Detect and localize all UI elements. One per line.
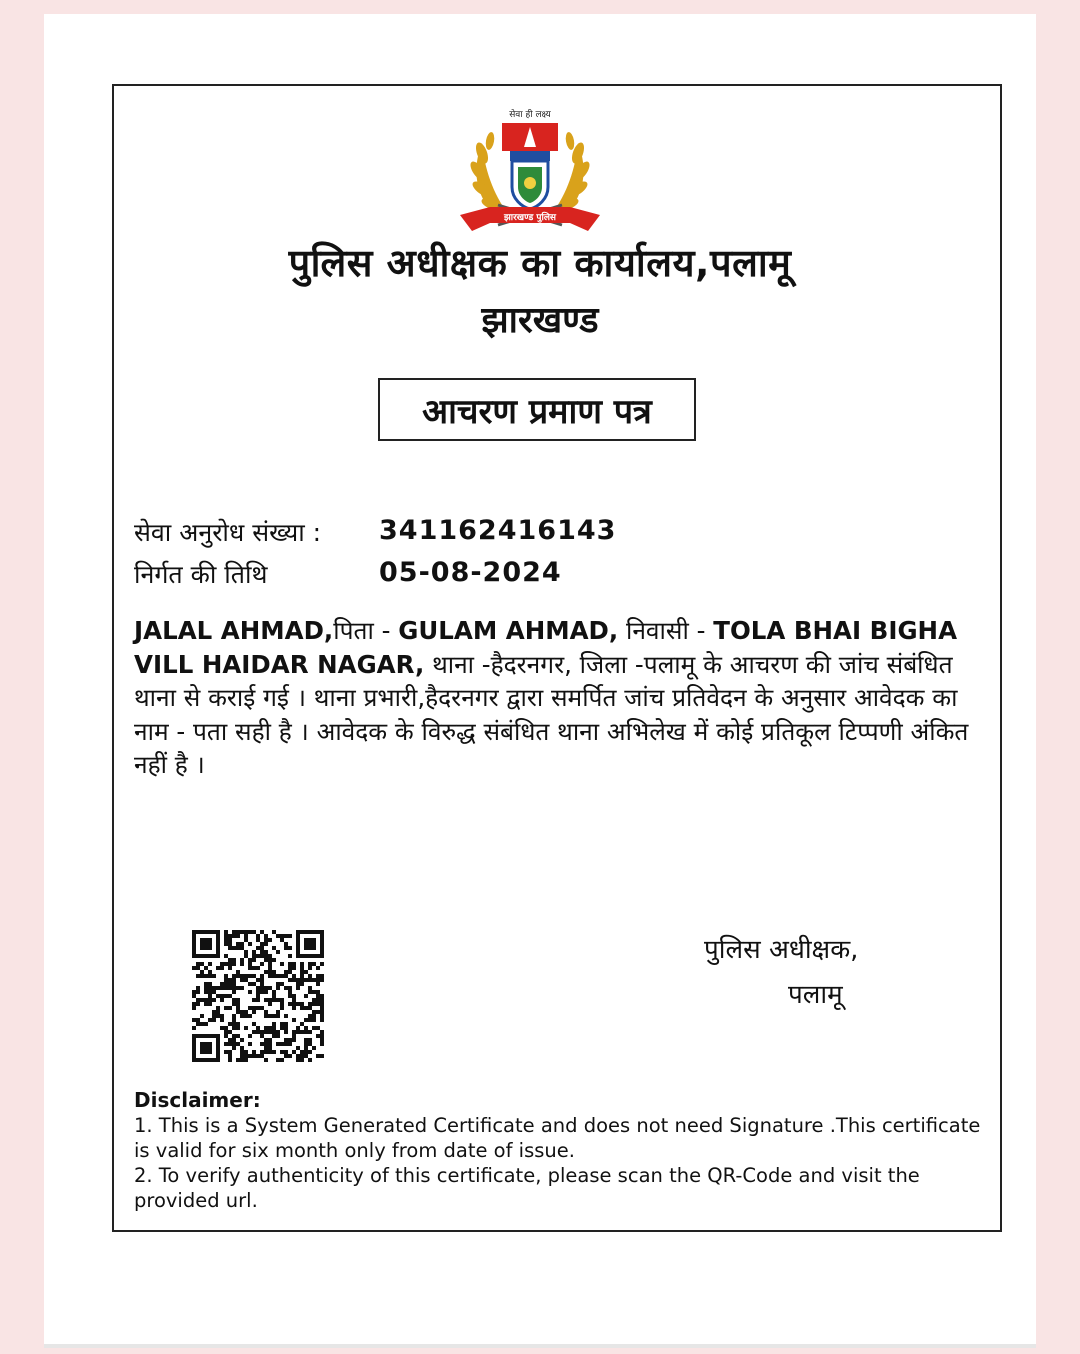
issue-date-value: 05-08-2024 — [379, 557, 562, 588]
service-request-number: 341162416143 — [379, 515, 617, 546]
father-label: पिता - — [333, 616, 399, 645]
page-edge — [44, 1344, 1036, 1348]
disclaimer-item-1: 1. This is a System Generated Certificate and does not need Signature .This certificate is valid for six month only from date of issue. — [134, 1114, 981, 1162]
service-request-row — [134, 515, 617, 549]
signatory-title: पुलिस अधीक्षक, — [704, 935, 859, 965]
emblem-ribbon-text: झारखण्ड पुलिस — [503, 213, 557, 223]
qr-code-icon — [192, 930, 324, 1062]
jharkhand-police-emblem — [440, 103, 620, 253]
emblem-graphic — [440, 103, 620, 253]
applicant-name: JALAL AHMAD, — [134, 616, 334, 645]
certificate-title: आचरण प्रमाण पत्र — [422, 391, 652, 432]
issue-date-label: निर्गत की तिथि — [134, 560, 268, 589]
verification-qr-code[interactable] — [192, 930, 324, 1062]
certificate-statement: थाना -हैदरनगर, जिला -पलामू के आचरण की जांच संबंधित थाना से कराई गई । थाना प्रभारी,हैदरनगर द्वारा समर्पित जांच प्रतिवेदन के अनुसार आवेदक का नाम - पता सही है । आवेदक के विरुद्ध संबंधित थाना अभिलेख में कोई प्रतिकूल टिप्पणी अंकित नहीं है । — [134, 649, 969, 779]
service-request-label: सेवा अनुरोध संख्या : — [134, 518, 322, 547]
disclaimer-title: Disclaimer: — [134, 1088, 261, 1112]
issue-date-row — [134, 557, 562, 591]
emblem-motto: सेवा ही लक्ष्य — [509, 110, 551, 120]
applicant-address: TOLA BHAI BIGHA VILL HAIDAR NAGAR, — [134, 616, 958, 679]
certificate-title-box — [378, 378, 696, 441]
signatory-district: पलामू — [788, 980, 843, 1010]
certificate-body — [134, 614, 994, 782]
resident-label: निवासी - — [618, 616, 714, 645]
disclaimer-item-2: 2. To verify authenticity of this certificate, please scan the QR-Code and visit the provided url. — [134, 1164, 920, 1212]
office-title: पुलिस अधीक्षक का कार्यालय,पलामू — [288, 241, 792, 285]
father-name: GULAM AHMAD, — [398, 616, 619, 645]
disclaimer — [134, 1088, 984, 1213]
office-state: झारखण्ड — [481, 300, 599, 341]
